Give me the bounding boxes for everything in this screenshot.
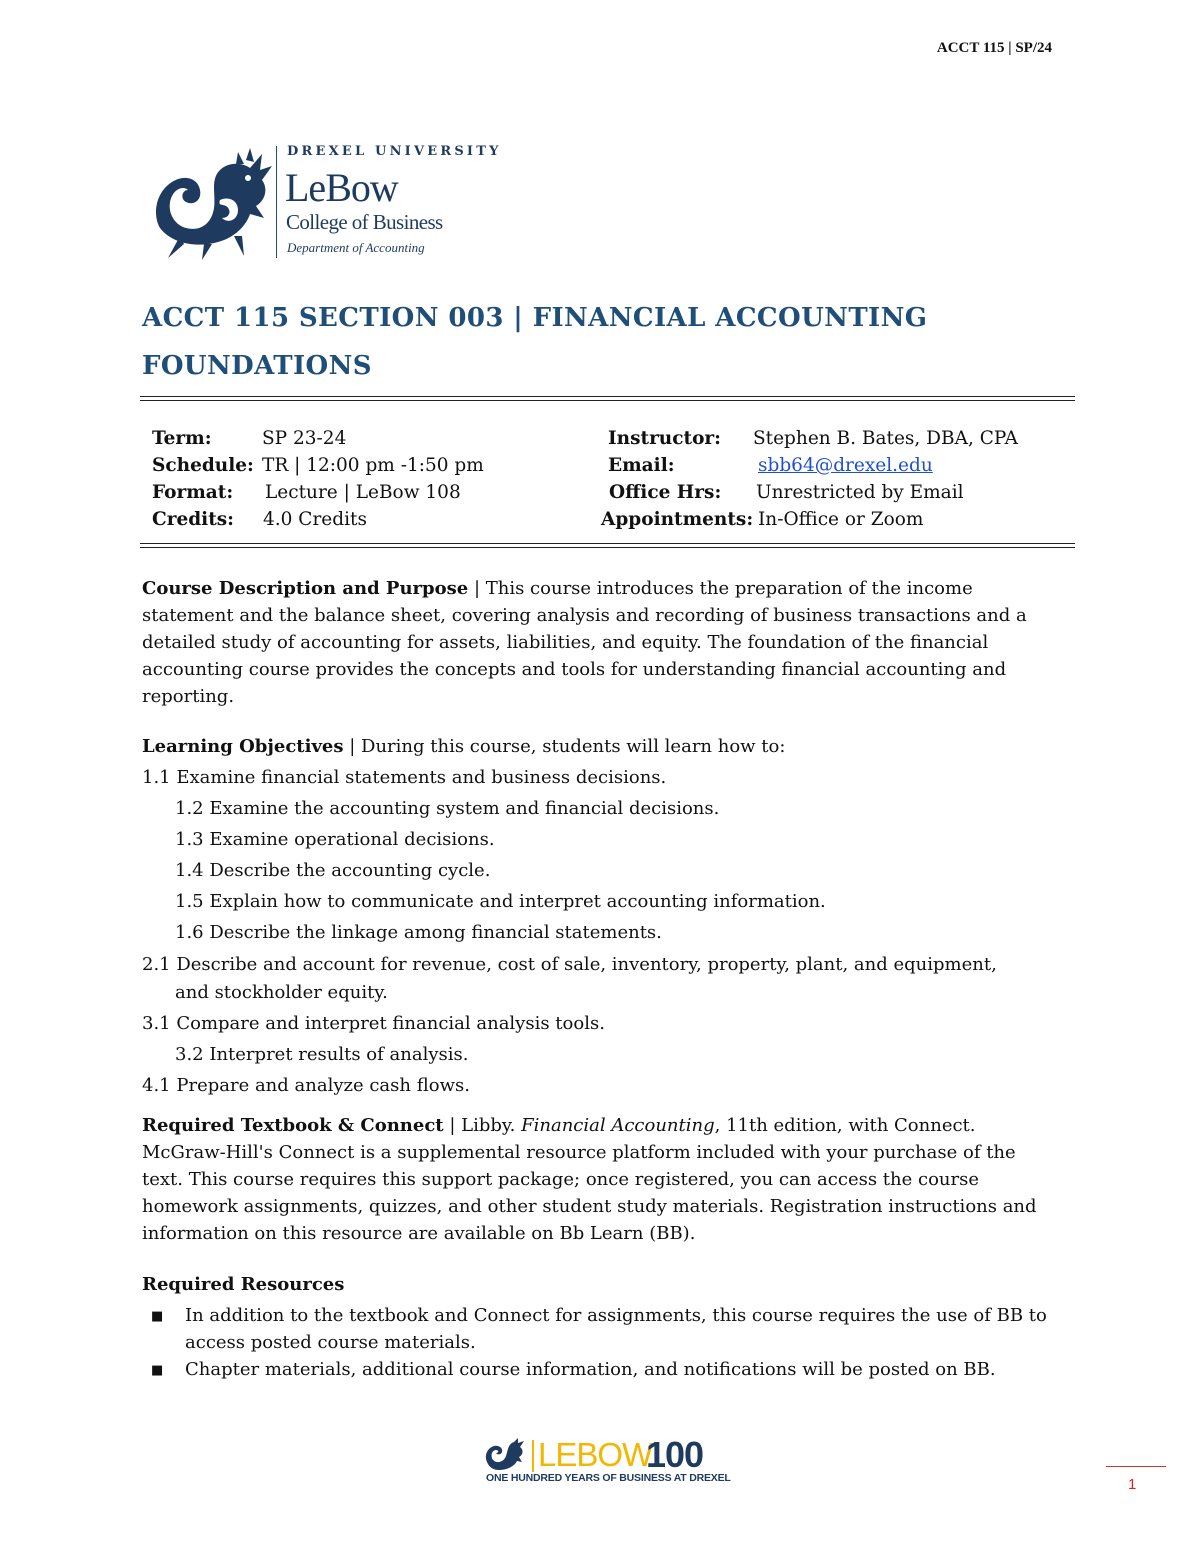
resource-line: access posted course materials. [185,1332,476,1353]
footer-divider [532,1440,534,1472]
objective-item: 3.1 Compare and interpret financial analysis tools. [142,1013,605,1034]
page-number: 1 [1128,1476,1137,1493]
dragon-small-icon [484,1438,530,1472]
square-bullet-icon: ■ [151,1309,164,1324]
description-heading: Course Description and Purpose [142,578,469,599]
footer-brand-word: LEBOW [538,1436,653,1473]
textbook-heading: Required Textbook & Connect [142,1115,444,1136]
instructor-value: Stephen B. Bates, DBA, CPA [753,428,1018,449]
appointments-label: Appointments: [601,509,754,530]
term-label: Term: [152,428,212,449]
textbook-line: McGraw-Hill's Connect is a supplemental resource platform included with your purchase of the [142,1142,1016,1163]
office-hours-label: Office Hrs: [609,482,722,503]
description-line: accounting course provides the concepts and tools for understanding financial accounting and [142,659,1007,680]
objective-item: 4.1 Prepare and analyze cash flows. [142,1075,470,1096]
email-link[interactable]: sbb64@drexel.edu [758,455,933,476]
objective-item: 1.6 Describe the linkage among financial statements. [175,922,662,943]
objectives-intro [142,733,1072,760]
objective-item: 1.4 Describe the accounting cycle. [175,860,491,881]
description-line: statement and the balance sheet, covering analysis and recording of business transactions and a [142,605,1027,626]
course-title-line2: FOUNDATIONS [142,351,372,381]
description-line: reporting. [142,686,235,707]
schedule-value: TR | 12:00 pm -1:50 pm [262,455,484,476]
textbook-line: homework assignments, quizzes, and other student study materials. Registration instructions and [142,1196,1037,1217]
rule-bottom-2 [140,547,1075,548]
description-line: detailed study of accounting for assets, liabilities, and equity. The foundation of the financial [142,632,989,653]
logo-college: College of Business [286,210,443,234]
course-info [0,0,1200,560]
appointments-value: In-Office or Zoom [758,509,924,530]
resource-bullet [151,1302,1085,1356]
resource-line: In addition to the textbook and Connect for assignments, this course requires the use of BB to [185,1305,1047,1326]
resources-heading [142,1271,1072,1298]
textbook-line: information on this resource are available on Bb Learn (BB). [142,1223,696,1244]
credits-value: 4.0 Credits [263,509,367,530]
objective-item: 1.3 Examine operational decisions. [175,829,495,850]
description-line: | This course introduces the preparation of the income [473,578,973,599]
resource-bullet [151,1356,1085,1383]
credits-label: Credits: [152,509,234,530]
lebow100-logo [484,1434,734,1490]
course-description [142,575,1072,710]
office-hours-value: Unrestricted by Email [756,482,964,503]
format-label: Format: [152,482,234,503]
objective-item: 1.5 Explain how to communicate and interpret accounting information. [175,891,826,912]
textbook-line: text. This course requires this support package; once registered, you can access the course [142,1169,980,1190]
schedule-label: Schedule: [152,455,254,476]
objective-item: 2.1 Describe and account for revenue, cost of sale, inventory, property, plant, and equipment, [142,954,997,975]
course-title-line1: ACCT 115 SECTION 003 | FINANCIAL ACCOUNTING [142,303,928,333]
objective-item: 1.2 Examine the accounting system and financial decisions. [175,798,720,819]
footer-tagline: ONE HUNDRED YEARS OF BUSINESS AT DREXEL [486,1472,731,1484]
logo-department: Department of Accounting [287,240,425,255]
footer-brand-number: 100 [646,1434,704,1475]
textbook-text: | Libby. [449,1115,522,1136]
format-value: Lecture | LeBow 108 [265,482,461,503]
objectives-intro-text: | During this course, students will learn how to: [349,736,786,757]
rule-bottom-1 [140,543,1075,544]
instructor-label: Instructor: [608,428,721,449]
running-header: ACCT 115 | SP/24 [936,40,1052,56]
textbook-text: , 11th edition, with Connect. [714,1115,976,1136]
objective-item-continued: and stockholder equity. [175,982,388,1003]
logo-university: DREXEL UNIVERSITY [287,144,502,159]
objectives-heading: Learning Objectives [142,736,344,757]
page-number-rule [1106,1466,1166,1467]
logo-school: LeBow [285,165,398,210]
term-value: SP 23-24 [262,428,347,449]
square-bullet-icon: ■ [151,1363,164,1378]
objective-item: 3.2 Interpret results of analysis. [175,1044,469,1065]
resource-line: Chapter materials, additional course information, and notifications will be posted on BB. [185,1359,996,1380]
resources-heading-text: Required Resources [142,1274,345,1295]
textbook-title: Financial Accounting [521,1115,715,1136]
textbook-section [142,1112,1072,1247]
objective-item: 1.1 Examine financial statements and business decisions. [142,767,667,788]
email-label: Email: [608,455,675,476]
